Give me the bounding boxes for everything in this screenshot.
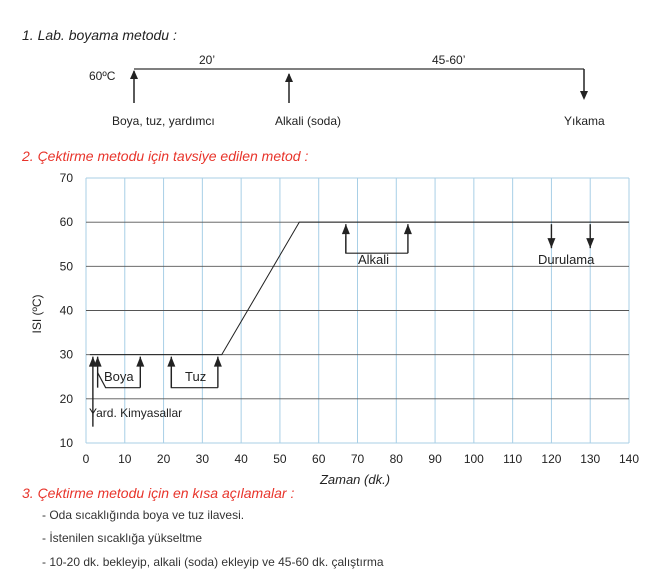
- chart-annotations: [89, 224, 595, 426]
- chart-series: [90, 222, 629, 354]
- chart-x-tick-label: 70: [350, 452, 365, 466]
- chart-arrowhead: [586, 238, 594, 248]
- chart-x-tick-label: 130: [580, 452, 601, 466]
- instruction-item: - İstenilen sıcaklığa yükseltme: [42, 531, 203, 545]
- chart-x-tick-label: 10: [118, 452, 132, 466]
- chart-y-tick-label: 50: [59, 259, 73, 274]
- chart-temperature-line: [90, 222, 629, 354]
- chart-y-axis-label: ISI (ºC): [30, 294, 44, 334]
- timeline-step-alkali: Alkali (soda): [275, 114, 342, 128]
- chart-y-tick-labels: [60, 171, 74, 450]
- chart-x-tick-label: 80: [389, 452, 403, 466]
- chart-y-tick-label: 60: [59, 215, 73, 230]
- chart-label-durulama: Durulama: [538, 252, 595, 267]
- chart-arrowhead: [342, 224, 350, 234]
- chart-arrow-boya-start: [94, 357, 102, 388]
- chart-label-tuz: Tuz: [185, 369, 207, 384]
- chart-arrowhead: [136, 357, 144, 367]
- chart-y-tick-label: 10: [59, 436, 73, 450]
- chart-arrowhead: [167, 357, 175, 367]
- chart-arrow-alkali-end: [404, 224, 412, 253]
- chart-x-tick-label: 40: [234, 452, 248, 466]
- chart-arrowhead: [404, 224, 412, 234]
- timeline-temp-label: 60ºC: [89, 69, 116, 83]
- chart-y-tick-label: 30: [59, 347, 73, 362]
- chart-x-tick-label: 100: [463, 452, 484, 466]
- chart-label-boya: Boya: [104, 369, 134, 384]
- timeline-step-wash: Yıkama: [564, 114, 605, 128]
- chart-y-tick-label: 20: [59, 391, 73, 406]
- chart-x-tick-label: 60: [312, 452, 326, 466]
- timeline-interval-1: 20’: [199, 53, 216, 67]
- section-1-heading: 1. Lab. boyama metodu :: [22, 27, 177, 43]
- chart-x-tick-label: 20: [156, 452, 171, 466]
- chart-arrow-durulama-2: [586, 224, 594, 248]
- chart-x-tick-label: 120: [541, 452, 562, 466]
- chart-x-tick-label: 140: [618, 452, 640, 466]
- chart-x-tick-label: 0: [82, 452, 90, 466]
- section-3-heading: 3. Çektirme metodu için en kısa açılamalar :: [22, 485, 295, 501]
- section-2-heading: 2. Çektirme metodu için tavsiye edilen metod :: [22, 148, 309, 164]
- timeline-step-dye-salt: Boya, tuz, yardımcı: [112, 114, 215, 128]
- chart-arrowhead: [214, 357, 222, 367]
- chart-x-tick-label: 50: [273, 452, 287, 466]
- timeline-interval-2: 45-60’: [432, 53, 466, 67]
- chart-x-tick-label: 90: [428, 452, 442, 466]
- chart-bracket-alkali: [346, 236, 408, 253]
- instruction-item: - 10-20 dk. bekleyip, alkali (soda) ekleyip ve 45-60 dk. çalıştırma: [42, 555, 384, 569]
- chart-x-axis-label: Zaman (dk.): [319, 472, 391, 487]
- chart-arrow-boya-end: [136, 357, 144, 388]
- chart-x-tick-label: 110: [503, 452, 523, 466]
- chart-label-yard-kimyasallar: Yard. Kimyasallar: [89, 406, 183, 420]
- chart-x-tick-labels: [83, 452, 640, 466]
- chart-y-tick-label: 40: [59, 303, 73, 318]
- chart-arrow-durulama-1: [547, 224, 555, 248]
- chart-arrow-tuz-end: [214, 357, 222, 388]
- instruction-item: - Oda sıcaklığında boya ve tuz ilavesi.: [42, 508, 245, 522]
- chart-x-tick-label: 30: [195, 452, 210, 466]
- chart-y-tick-label: 70: [59, 171, 73, 185]
- chart-label-alkali: Alkali: [358, 252, 390, 267]
- chart-arrowhead: [547, 238, 555, 248]
